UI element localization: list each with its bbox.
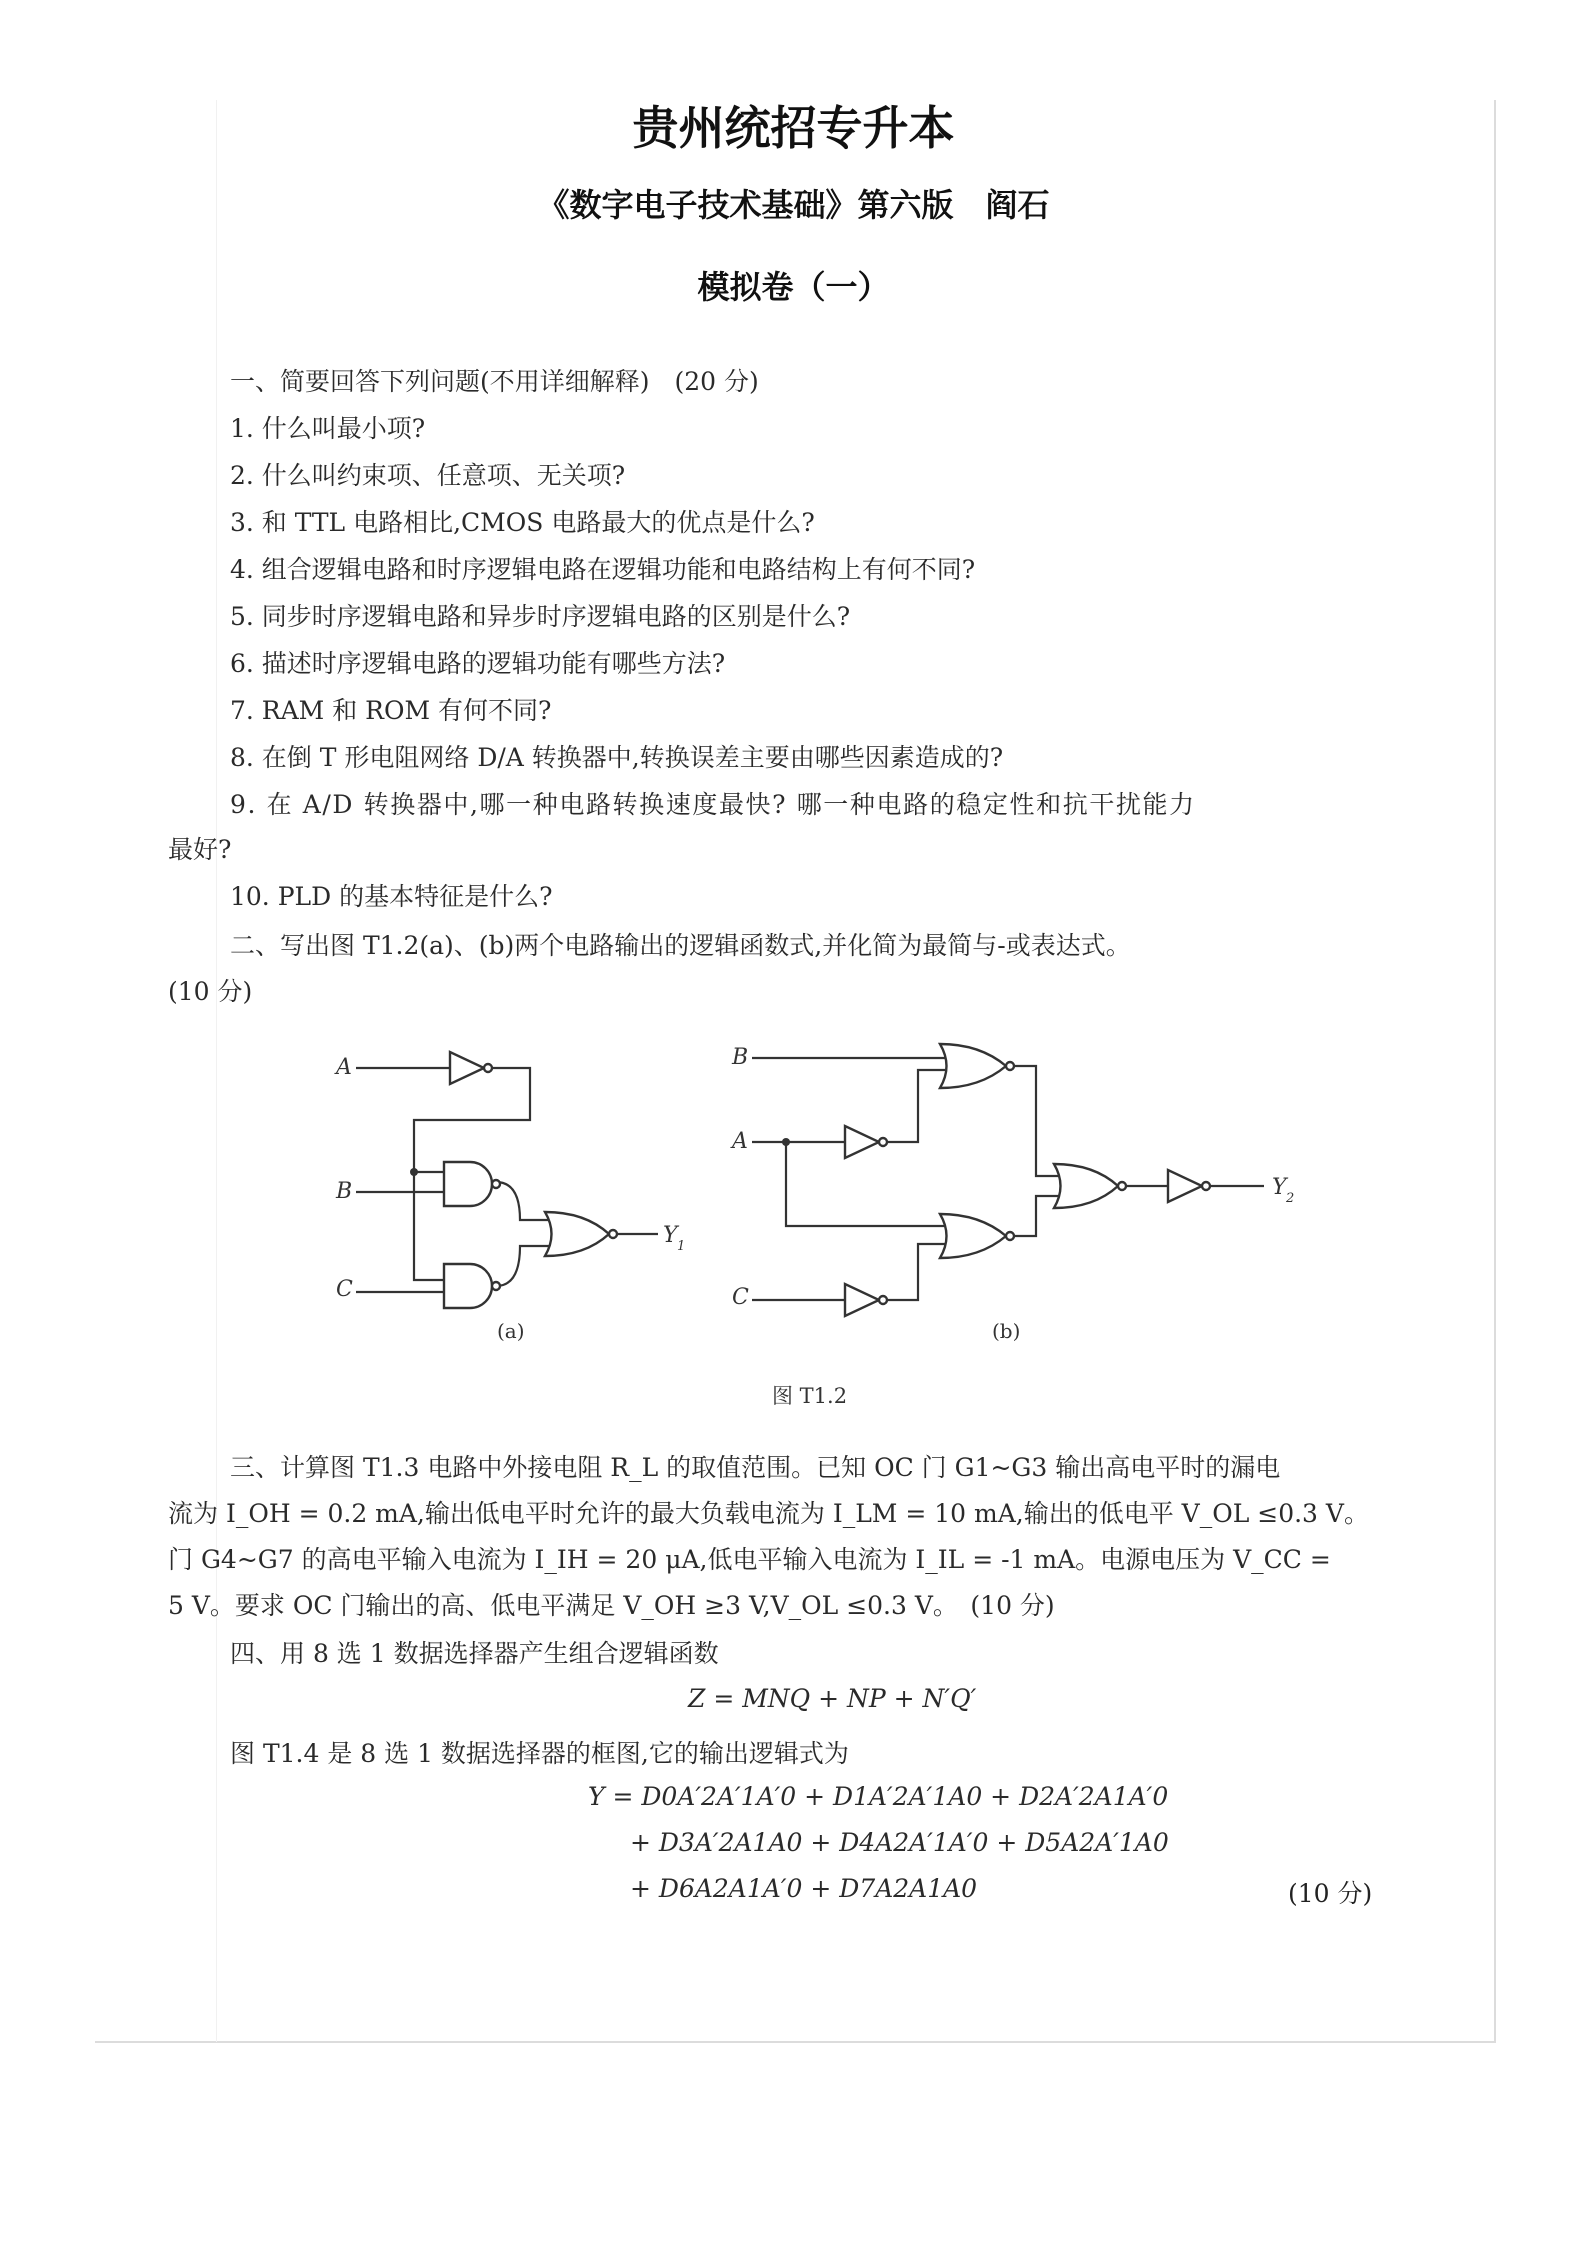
not-gate-a bbox=[450, 1052, 484, 1084]
label-a-input-a: A bbox=[336, 1055, 352, 1080]
circuit-b bbox=[730, 1044, 1294, 1343]
section-3-line-1: 三、计算图 T1.3 电路中外接电阻 R_L 的取值范围。已知 OC 门 G1~G3 输出高电平时的漏电 bbox=[230, 1453, 1281, 1482]
section-3-line-4: 5 V。要求 OC 门输出的高、低电平满足 V_OH ≥3 V,V_OL ≤0.3 V。 (10 分) bbox=[168, 1591, 1055, 1620]
question-6: 6. 描述时序逻辑电路的逻辑功能有哪些方法? bbox=[230, 649, 726, 678]
question-9-continued: 最好? bbox=[168, 835, 232, 864]
or-gate-b2 bbox=[940, 1214, 1006, 1258]
section-2-score: (10 分) bbox=[168, 977, 253, 1006]
junction-b bbox=[782, 1138, 790, 1146]
label-b-output-subscript: 2 bbox=[1286, 1191, 1295, 1206]
label-a-output-subscript: 1 bbox=[677, 1239, 686, 1254]
caption-a: (a) bbox=[497, 1319, 525, 1343]
not-gate-b3-bubble bbox=[1202, 1182, 1210, 1190]
not-gate-b2 bbox=[845, 1284, 879, 1316]
question-10: 10. PLD 的基本特征是什么? bbox=[230, 882, 553, 911]
not-gate-a-bubble bbox=[484, 1064, 492, 1072]
section-3-line-3: 门 G4~G7 的高电平输入电流为 I_IH = 20 μA,低电平输入电流为 I_IL = -1 mA。电源电压为 V_CC = bbox=[168, 1545, 1331, 1574]
circuit-a bbox=[334, 1052, 685, 1343]
label-b-input-b: B bbox=[732, 1045, 749, 1070]
and-gate-a1 bbox=[444, 1162, 492, 1206]
section-4-score: (10 分) bbox=[1288, 1879, 1373, 1908]
or-gate-a-bubble bbox=[609, 1230, 617, 1238]
label-a-output: Y bbox=[663, 1223, 678, 1248]
label-b-input-c: C bbox=[732, 1285, 749, 1310]
book-title: 《数字电子技术基础》第六版 阎石 bbox=[537, 186, 1050, 224]
section-4-heading: 四、用 8 选 1 数据选择器产生组合逻辑函数 bbox=[230, 1639, 719, 1668]
not-gate-b1-bubble bbox=[879, 1138, 887, 1146]
question-4: 4. 组合逻辑电路和时序逻辑电路在逻辑功能和电路结构上有何不同? bbox=[230, 555, 976, 584]
formula-y-line-2: + D3A′2A1A0 + D4A2A′1A′0 + D5A2A′1A0 bbox=[630, 1828, 1169, 1857]
not-gate-b3 bbox=[1168, 1170, 1202, 1202]
label-b-output: Y bbox=[1272, 1175, 1287, 1200]
page-border-left bbox=[216, 100, 217, 2042]
question-9: 9. 在 A/D 转换器中,哪一种电路转换速度最快? 哪一种电路的稳定性和抗干扰能力 bbox=[230, 790, 1196, 819]
section-2-heading: 二、写出图 T1.2(a)、(b)两个电路输出的逻辑函数式,并化简为最简与-或表达式。 bbox=[230, 931, 1131, 960]
figure-caption: 图 T1.2 bbox=[772, 1384, 848, 1408]
question-8: 8. 在倒 T 形电阻网络 D/A 转换器中,转换误差主要由哪些因素造成的? bbox=[230, 743, 1004, 772]
formula-z: Z = MNQ + NP + N′Q′ bbox=[688, 1684, 977, 1713]
section-1-heading: 一、简要回答下列问题(不用详细解释) (20 分) bbox=[230, 367, 759, 396]
or-gate-b3-bubble bbox=[1118, 1182, 1126, 1190]
or-gate-b1 bbox=[940, 1044, 1006, 1088]
exam-title: 贵州统招专升本 bbox=[632, 101, 955, 155]
question-1: 1. 什么叫最小项? bbox=[230, 414, 426, 443]
label-b-input-a: A bbox=[732, 1129, 748, 1154]
and-gate-a2-bubble bbox=[492, 1282, 500, 1290]
section-4-line-2: 图 T1.4 是 8 选 1 数据选择器的框图,它的输出逻辑式为 bbox=[230, 1739, 849, 1768]
formula-y-line-3: + D6A2A1A′0 + D7A2A1A0 bbox=[630, 1874, 978, 1903]
label-a-input-b: B bbox=[336, 1179, 353, 1204]
or-gate-a bbox=[545, 1212, 609, 1256]
question-7: 7. RAM 和 ROM 有何不同? bbox=[230, 696, 552, 725]
page-border-bottom bbox=[95, 2041, 1496, 2043]
or-gate-b1-bubble bbox=[1006, 1062, 1014, 1070]
label-a-input-c: C bbox=[336, 1277, 353, 1302]
page-border-right bbox=[1494, 100, 1496, 2042]
and-gate-a2 bbox=[444, 1264, 492, 1308]
question-3: 3. 和 TTL 电路相比,CMOS 电路最大的优点是什么? bbox=[230, 508, 815, 537]
paper-title: 模拟卷（一） bbox=[697, 268, 890, 306]
or-gate-b3 bbox=[1054, 1164, 1118, 1208]
question-2: 2. 什么叫约束项、任意项、无关项? bbox=[230, 461, 626, 490]
not-gate-b1 bbox=[845, 1126, 879, 1158]
formula-y-line-1: Y = D0A′2A′1A′0 + D1A′2A′1A0 + D2A′2A1A′0 bbox=[588, 1782, 1169, 1811]
junction-a bbox=[410, 1168, 418, 1176]
caption-b: (b) bbox=[992, 1319, 1021, 1343]
and-gate-a1-bubble bbox=[492, 1180, 500, 1188]
not-gate-b2-bubble bbox=[879, 1296, 887, 1304]
or-gate-b2-bubble bbox=[1006, 1232, 1014, 1240]
section-3-line-2: 流为 I_OH = 0.2 mA,输出低电平时允许的最大负载电流为 I_LM = 10 mA,输出的低电平 V_OL ≤0.3 V。 bbox=[168, 1499, 1369, 1528]
question-5: 5. 同步时序逻辑电路和异步时序逻辑电路的区别是什么? bbox=[230, 602, 851, 631]
figure-t1-2 bbox=[300, 1020, 1340, 1350]
